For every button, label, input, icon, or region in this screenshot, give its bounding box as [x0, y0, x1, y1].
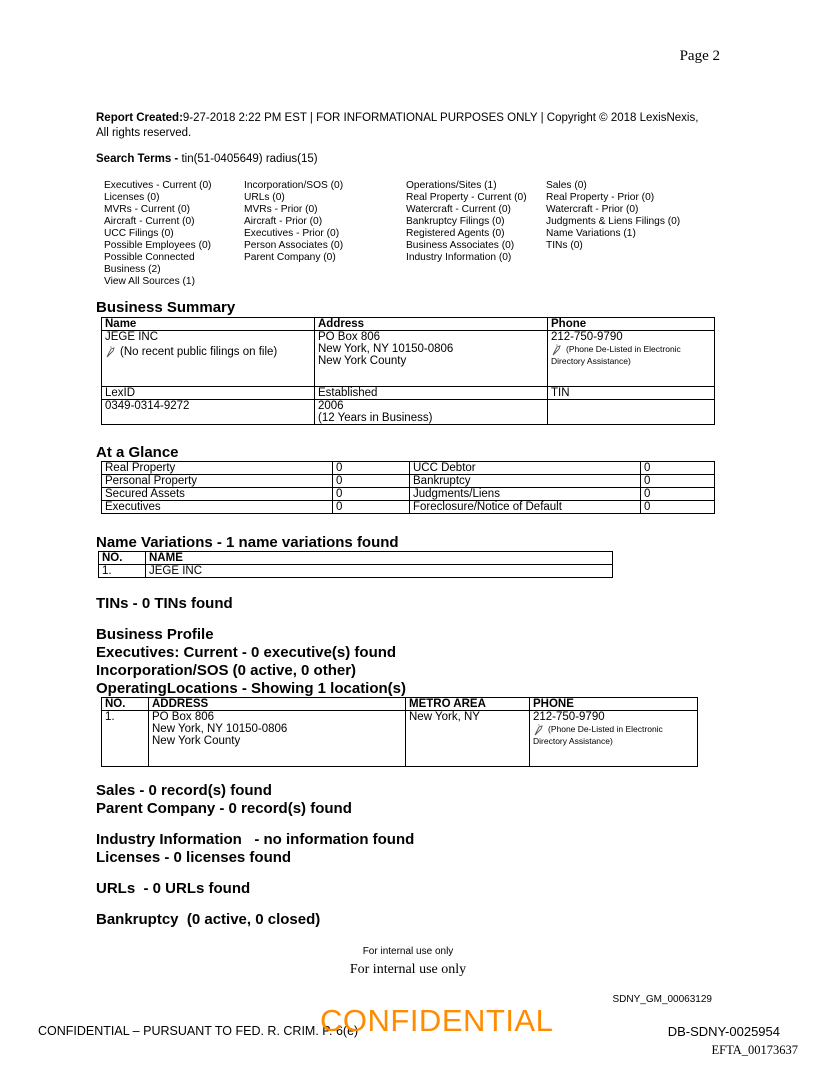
source-link[interactable]: Industry Information (0)	[406, 252, 512, 263]
source-link[interactable]: MVRs - Current (0)	[104, 204, 191, 215]
internal-use-note-large: For internal use only	[349, 962, 467, 977]
rights-text: All rights reserved.	[96, 127, 192, 139]
address-line: PO Box 806	[152, 711, 215, 723]
name-cell	[102, 331, 315, 387]
glance-value: 0	[333, 501, 410, 514]
business-summary-heading: Business Summary	[96, 299, 236, 316]
page-number: Page 2	[679, 48, 720, 64]
column-header: Established	[315, 387, 548, 400]
table-row	[102, 711, 698, 767]
source-column-4	[546, 180, 680, 252]
address-cell	[315, 331, 548, 387]
column-header: NAME	[146, 552, 613, 565]
business-profile-heading: Business Profile	[96, 626, 214, 643]
column-header: Address	[315, 318, 548, 331]
business-summary-table	[101, 317, 715, 425]
established-cell	[315, 400, 548, 425]
source-link[interactable]: Business Associates (0)	[406, 240, 515, 251]
sdny-gm-id: SDNY_GM_00063129	[612, 994, 712, 1005]
glance-label: Executives	[102, 501, 333, 514]
source-link[interactable]: Aircraft - Current (0)	[104, 216, 195, 227]
years-in-business: (12 Years in Business)	[318, 412, 433, 424]
address-line: New York County	[152, 735, 241, 747]
column-header: TIN	[548, 387, 715, 400]
glance-value: 0	[641, 488, 715, 501]
established-year: 2006	[318, 400, 344, 412]
glance-label: Real Property	[102, 462, 333, 475]
incorporation-heading: Incorporation/SOS (0 active, 0 other)	[96, 662, 357, 679]
tins-heading: TINs - 0 TINs found	[96, 595, 233, 612]
glance-value: 0	[641, 501, 715, 514]
variation-name: JEGE INC	[146, 565, 613, 578]
parent-company-heading: Parent Company - 0 record(s) found	[96, 800, 352, 817]
industry-heading: Industry Information - no information found	[96, 831, 415, 848]
confidential-stamp: CONFIDENTIAL	[320, 1003, 554, 1038]
phone-number: 212-750-9790	[533, 711, 605, 723]
table-row	[99, 565, 613, 578]
source-link[interactable]: Real Property - Prior (0)	[546, 192, 655, 203]
source-link[interactable]: Possible Employees (0)	[104, 240, 212, 251]
report-created-text: 9-27-2018 2:22 PM EST | FOR INFORMATIONAL PURPOSES ONLY | Copyright © 2018 LexisNexis,	[182, 112, 699, 124]
bankruptcy-heading: Bankruptcy (0 active, 0 closed)	[96, 911, 321, 928]
address-line: New York County	[318, 355, 407, 367]
licenses-heading: Licenses - 0 licenses found	[96, 849, 292, 866]
glance-value: 0	[333, 488, 410, 501]
glance-value: 0	[641, 462, 715, 475]
name-variations-heading: Name Variations - 1 name variations found	[96, 534, 399, 551]
note-icon	[105, 346, 117, 358]
search-terms	[96, 153, 318, 165]
source-link[interactable]: TINs (0)	[546, 240, 583, 251]
source-link[interactable]: View All Sources (1)	[104, 276, 195, 287]
address-line: PO Box 806	[318, 331, 381, 343]
business-name: JEGE INC	[105, 331, 159, 343]
column-header: NO.	[99, 552, 146, 565]
sales-heading: Sales - 0 record(s) found	[96, 782, 272, 799]
source-link[interactable]: Licenses (0)	[104, 192, 160, 203]
phone-number: 212-750-9790	[551, 331, 623, 343]
column-header: NO.	[102, 698, 149, 711]
source-link[interactable]: UCC Filings (0)	[104, 228, 174, 239]
glance-label: Secured Assets	[102, 488, 333, 501]
source-link[interactable]: MVRs - Prior (0)	[244, 204, 318, 215]
phone-delisted-icon	[551, 344, 563, 356]
source-column-3	[406, 180, 527, 264]
table-row	[102, 488, 715, 501]
glance-label: Judgments/Liens	[410, 488, 641, 501]
report-created-label: Report Created:	[96, 112, 183, 124]
name-variations-table	[98, 551, 613, 578]
source-link[interactable]: Sales (0)	[546, 180, 587, 191]
source-link[interactable]: Bankruptcy Filings (0)	[406, 216, 505, 227]
db-sdny-id: DB-SDNY-0025954	[667, 1024, 780, 1039]
source-link[interactable]: Parent Company (0)	[244, 252, 336, 263]
source-link[interactable]: Executives - Prior (0)	[244, 228, 340, 239]
source-link[interactable]: Judgments & Liens Filings (0)	[546, 216, 681, 227]
source-link[interactable]: Watercraft - Current (0)	[406, 204, 511, 215]
source-link[interactable]: Possible Connected	[104, 252, 195, 263]
source-link[interactable]: Executives - Current (0)	[104, 180, 212, 191]
tin-value	[548, 400, 715, 425]
source-link[interactable]: Business (2)	[104, 264, 161, 275]
source-link[interactable]: Operations/Sites (1)	[406, 180, 497, 191]
location-phone	[530, 711, 698, 767]
glance-label: UCC Debtor	[410, 462, 641, 475]
table-row	[102, 501, 715, 514]
phone-note: (Phone De-Listed in Electronic Directory Assistance)	[533, 724, 663, 746]
table-row	[102, 462, 715, 475]
address-line: New York, NY 10150-0806	[152, 723, 288, 735]
glance-label: Bankruptcy	[410, 475, 641, 488]
efta-id: EFTA_00173637	[711, 1043, 798, 1057]
search-terms-value: tin(51-0405649) radius(15)	[181, 153, 318, 165]
source-link[interactable]: Person Associates (0)	[244, 240, 344, 251]
source-link[interactable]: Name Variations (1)	[546, 228, 636, 239]
column-header: ADDRESS	[149, 698, 406, 711]
source-link[interactable]: URLs (0)	[244, 192, 285, 203]
urls-heading: URLs - 0 URLs found	[96, 880, 251, 897]
operating-locations-heading: OperatingLocations - Showing 1 location(s)	[96, 680, 407, 697]
glance-label: Foreclosure/Notice of Default	[410, 501, 641, 514]
column-header: Name	[102, 318, 315, 331]
glance-value: 0	[641, 475, 715, 488]
source-link[interactable]: Aircraft - Prior (0)	[244, 216, 323, 227]
internal-use-note: For internal use only	[362, 946, 454, 957]
operating-locations-table	[101, 697, 698, 767]
location-address	[149, 711, 406, 767]
column-header: PHONE	[530, 698, 698, 711]
row-number: 1.	[102, 711, 149, 767]
phone-delisted-icon	[533, 724, 545, 736]
source-column-2	[244, 180, 343, 264]
glance-label: Personal Property	[102, 475, 333, 488]
executives-heading: Executives: Current - 0 executive(s) found	[96, 644, 397, 661]
source-link[interactable]: Registered Agents (0)	[406, 228, 505, 239]
metro-area: New York, NY	[406, 711, 530, 767]
phone-cell	[548, 331, 715, 387]
at-a-glance-table	[101, 461, 715, 514]
phone-note: (Phone De-Listed in Electronic Directory Assistance)	[551, 344, 681, 366]
column-header: LexID	[102, 387, 315, 400]
glance-value: 0	[333, 475, 410, 488]
search-terms-label: Search Terms -	[96, 153, 182, 165]
source-link[interactable]: Watercraft - Prior (0)	[546, 204, 639, 215]
confidential-notice: CONFIDENTIAL – PURSUANT TO FED. R. CRIM. P. 6(e)	[38, 1024, 359, 1038]
column-header: Phone	[548, 318, 715, 331]
table-row	[102, 475, 715, 488]
lexid-value: 0349-0314-9272	[102, 400, 315, 425]
at-a-glance-heading: At a Glance	[96, 444, 179, 461]
glance-value: 0	[333, 462, 410, 475]
column-header: METRO AREA	[406, 698, 530, 711]
row-number: 1.	[99, 565, 146, 578]
source-link[interactable]: Real Property - Current (0)	[406, 192, 527, 203]
source-link[interactable]: Incorporation/SOS (0)	[244, 180, 344, 191]
report-meta	[96, 111, 726, 141]
name-note: (No recent public filings on file)	[120, 346, 278, 358]
address-line: New York, NY 10150-0806	[318, 343, 454, 355]
source-column-1	[104, 180, 212, 288]
